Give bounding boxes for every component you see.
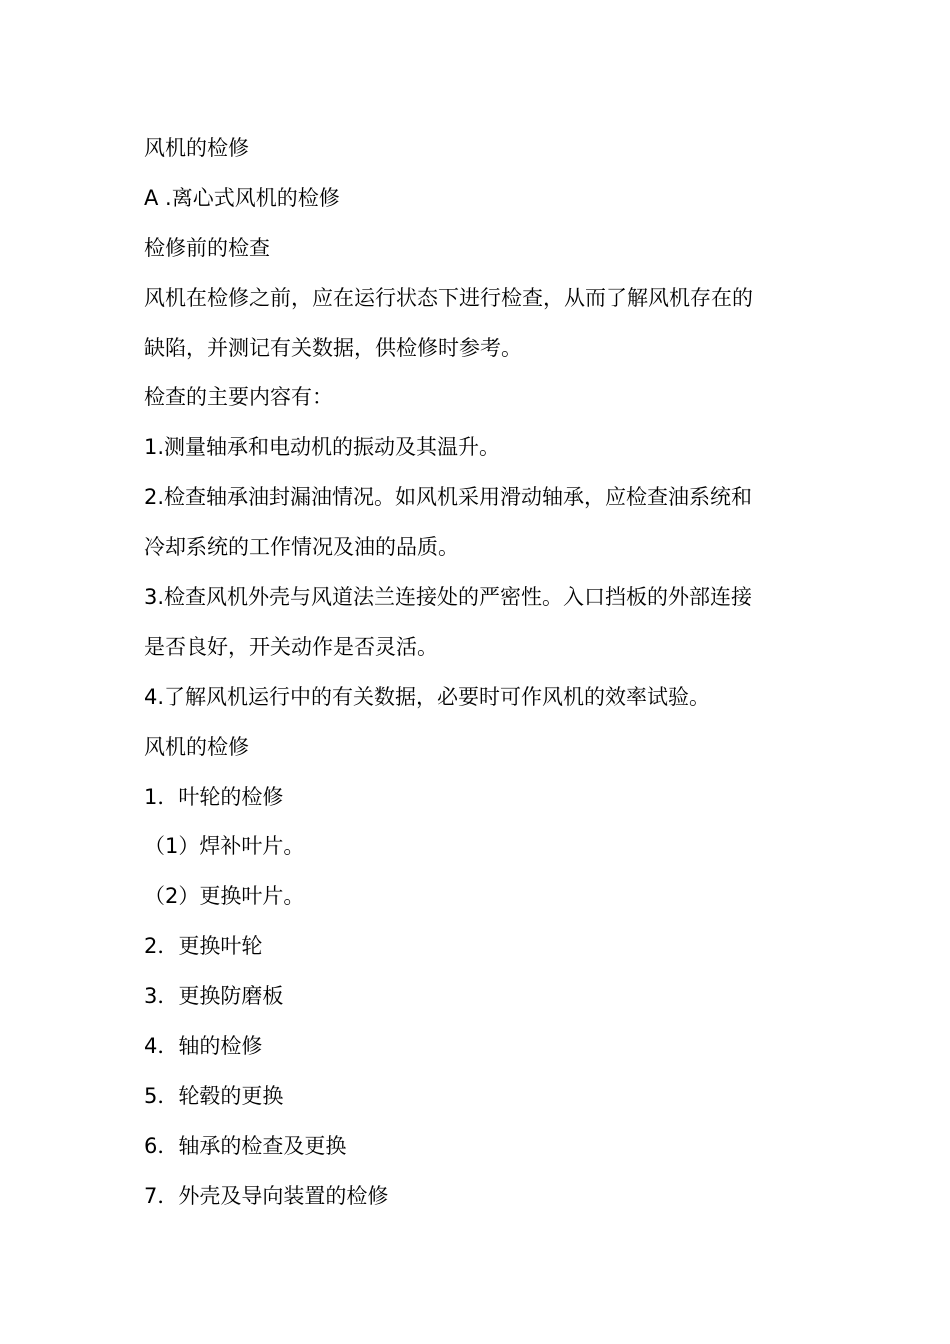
list-item-continuation: 是否良好，开关动作是否灵活。 <box>144 634 438 659</box>
list-item-continuation: 冷却系统的工作情况及油的品质。 <box>144 535 459 560</box>
paragraph-line: 缺陷，并测记有关数据，供检修时参考。 <box>144 335 522 360</box>
list-item: 2．更换叶轮 <box>144 934 263 959</box>
list-item: 3．更换防磨板 <box>144 984 284 1009</box>
section-heading: 风机的检修 <box>144 136 249 160</box>
list-item: 6．轴承的检查及更换 <box>144 1133 347 1158</box>
document-body <box>144 124 824 1222</box>
list-item: 3.检查风机外壳与风道法兰连接处的严密性。入口挡板的外部连接 <box>144 585 753 610</box>
sub-list-item: （1）焊补叶片。 <box>144 834 305 859</box>
list-item: 5．轮毂的更换 <box>144 1083 284 1108</box>
paragraph-line: 风机在检修之前，应在运行状态下进行检查，从而了解风机存在的 <box>144 285 753 310</box>
list-item: 7．外壳及导向装置的检修 <box>144 1183 389 1208</box>
list-item: 2.检查轴承油封漏油情况。如风机采用滑动轴承，应检查油系统和 <box>144 485 753 510</box>
section-heading: 风机的检修 <box>144 734 249 759</box>
subsection-heading: A .离心式风机的检修 <box>144 185 340 210</box>
paragraph-line: 检查的主要内容有： <box>144 385 333 410</box>
list-item: 4.了解风机运行中的有关数据，必要时可作风机的效率试验。 <box>144 684 711 709</box>
subsection-heading: 检修前的检查 <box>144 235 270 260</box>
sub-list-item: （2）更换叶片。 <box>144 884 305 909</box>
list-item: 4．轴的检修 <box>144 1034 263 1059</box>
list-item: 1.测量轴承和电动机的振动及其温升。 <box>144 435 501 460</box>
list-item: 1．叶轮的检修 <box>144 784 284 809</box>
